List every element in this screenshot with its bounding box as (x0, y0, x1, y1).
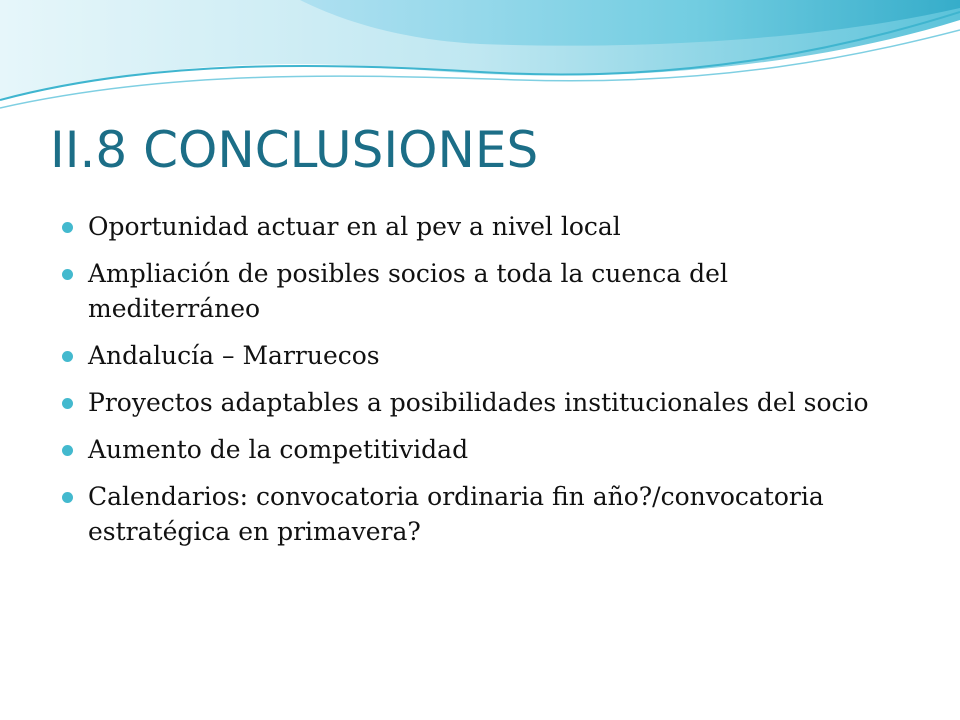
bullet-text: Ampliación de posibles socios a toda la cuenca del mediterráneo (88, 259, 728, 323)
bullet-text: Oportunidad actuar en al pev a nivel local (88, 212, 621, 241)
bullet-dot-icon (62, 222, 73, 233)
bullet-item (60, 385, 880, 420)
bullet-text: Calendarios: convocatoria ordinaria fin año?/convocatoria estratégica en primavera? (88, 482, 824, 546)
bullet-list (60, 209, 880, 561)
bullet-text: Aumento de la competitividad (88, 435, 469, 464)
slide-title: II.8 CONCLUSIONES (50, 121, 539, 179)
bullet-item (60, 432, 880, 467)
bullet-text: Proyectos adaptables a posibilidades institucionales del socio (88, 388, 869, 417)
bullet-text: Andalucía – Marruecos (88, 341, 380, 370)
bullet-item (60, 338, 880, 373)
bullet-dot-icon (62, 269, 73, 280)
bullet-dot-icon (62, 492, 73, 503)
header-wave-decoration (0, 0, 960, 120)
bullet-dot-icon (62, 445, 73, 456)
bullet-item (60, 256, 880, 326)
bullet-item (60, 479, 880, 549)
bullet-dot-icon (62, 351, 73, 362)
bullet-dot-icon (62, 398, 73, 409)
bullet-item (60, 209, 880, 244)
